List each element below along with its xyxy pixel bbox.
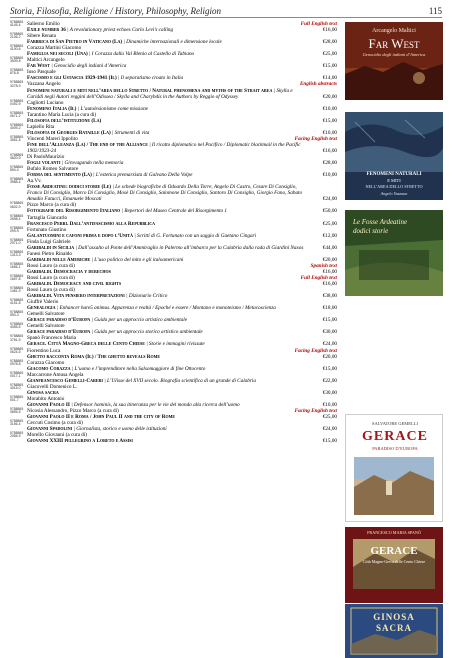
entry-title: Ginosa sacra: [27, 389, 59, 396]
entry-title: Fine dell’Alleanza (La) / The end of the Alliance: [27, 141, 148, 148]
entry-price: €10,00: [322, 172, 337, 179]
isbn-suffix: 0978-8: [10, 361, 21, 366]
isbn-prefix: 9788865: [10, 407, 24, 411]
isbn-prefix: 9788865: [10, 310, 24, 315]
isbn-suffix: 4055-5: [10, 325, 21, 330]
catalogue-entry: [10, 299, 337, 311]
entry-author: Gemelli Salvatore: [27, 311, 65, 318]
isbn-code: [10, 323, 27, 329]
entry-price: €44,00: [322, 244, 337, 251]
isbn-prefix: 9788865: [10, 177, 24, 182]
entry-price: €24,00: [322, 196, 337, 203]
isbn-code: [10, 372, 27, 378]
catalogue-entry: [10, 81, 337, 99]
isbn-code: [10, 432, 27, 438]
cover-far-west-title: Far West: [368, 36, 420, 51]
cover-gerace-title: GERACE: [362, 429, 428, 444]
isbn-suffix: 501-7: [10, 398, 19, 402]
isbn-code: [10, 45, 27, 51]
entry-title: Gerace. Città Magno-Greca delle Cento Chiese: [27, 341, 145, 348]
isbn-code: [10, 239, 27, 245]
entry-author: Vincenti Mareri Ippolito: [27, 135, 78, 142]
entry-title: Ghetto racconta Roma (Il) / The ghetto reveals Rome: [27, 353, 161, 360]
isbn-suffix: 3278-9: [10, 83, 21, 88]
cover-far-west-author: Arcangelo Maltici: [372, 28, 416, 34]
entry-author: Gemelli Salvatore: [27, 323, 65, 330]
isbn-code: [10, 299, 27, 305]
isbn-prefix: 9788865: [10, 20, 24, 24]
cover-gerace-spano-subtitle: Città Magno-Greca delle Cento Chiese: [362, 559, 426, 564]
language-tag: English abstracts: [299, 81, 337, 88]
entry-price: €15,00: [322, 117, 337, 124]
catalogue-entry: [10, 124, 337, 136]
entry-title: Francesco Perri. Dall’antifascismo alla Repubblica: [27, 220, 155, 227]
entry-author: Finda Luigi Gabriele: [27, 238, 71, 245]
entry-author: Corazza Martini Giacomo: [27, 45, 82, 52]
isbn-prefix: 9788865: [10, 56, 24, 61]
entry-price: €25,00: [322, 414, 337, 421]
cover-fenomeni-author: Angelo Vazzana: [380, 191, 408, 196]
isbn-suffix: 2971-0: [10, 240, 21, 245]
entry-description: | Dinamiche internazionali e dimensione locale: [123, 39, 222, 46]
entry-title: Fenomeno Italia (Il): [27, 105, 77, 112]
entry-author: Cagliotti Luciano: [27, 99, 64, 106]
entry-description: | L’Ulisse del XVII secolo. Biografia scientifica di un grande di Calabria: [104, 377, 256, 384]
catalogue-entry: [10, 45, 337, 57]
isbn-code: [10, 154, 27, 160]
entry-author: Bufalo Romeo Salvatore: [27, 166, 79, 173]
entry-author: Aa.Vv.: [27, 178, 42, 185]
isbn-prefix: 9788865: [10, 261, 24, 266]
entry-title: Genealogia: [27, 305, 56, 312]
catalogue-entry: [10, 275, 337, 287]
catalogue-entry: [10, 420, 337, 432]
cover-fenomeni-line2: E MITI: [387, 178, 401, 183]
catalogue-entry: [10, 432, 337, 444]
isbn-prefix: 9788865: [10, 334, 24, 339]
entry-price: €10,00: [322, 129, 337, 136]
isbn-suffix: 1656-1: [10, 264, 21, 269]
entry-description: | Girovagando nella memoria: [61, 160, 124, 167]
isbn-prefix: 9788865: [10, 134, 24, 139]
isbn-suffix: 894-4: [10, 168, 19, 173]
isbn-suffix: 0602-9: [10, 204, 21, 209]
isbn-prefix: 9788865: [10, 110, 24, 115]
cover-gerace-spano: [345, 527, 443, 603]
language-tag: Full English text: [300, 21, 337, 27]
cover-ginosa-line2: SACRA: [375, 623, 412, 633]
isbn-suffix: 2698-4: [10, 216, 21, 221]
entry-description: | Skylla e Cariddi negli Autori reggini dell’Odissea / Skylla and Charybdis in the Authors by Reggio of Odyssey: [27, 87, 293, 100]
isbn-prefix: 9788865: [10, 249, 24, 254]
entry-title: Fenomeni naturali e miti nell’area dello Stretto / Natural phenomena and myths of the Strait area: [27, 87, 273, 94]
catalogue-entry: [10, 384, 337, 396]
isbn-code: [10, 384, 27, 390]
isbn-code: [10, 166, 27, 172]
isbn-prefix: 9788865: [10, 153, 24, 158]
entry-author: Nicosia Alessandro, Pizzo Marco (a cura di): [27, 408, 119, 414]
catalogue-entry: [10, 360, 337, 372]
isbn-code: [10, 251, 27, 257]
entry-price: €15,00: [322, 438, 337, 445]
isbn-prefix: 9788865: [10, 286, 24, 291]
entry-author: Fortunato Giustino: [27, 226, 67, 233]
isbn-suffix: 0017-1: [10, 373, 21, 378]
entry-price: €20,00: [322, 93, 337, 100]
isbn-code: [10, 112, 27, 118]
cover-fenomeni-line1: FENOMENI NATURALI: [366, 172, 422, 177]
entry-title: Gerace paradiso d’Europa: [27, 329, 91, 336]
catalogue-entry: [10, 33, 337, 45]
isbn-prefix: 9788865: [10, 370, 24, 375]
entry-author: Giacovelli Domenico L.: [27, 383, 78, 390]
isbn-suffix: 876-8: [10, 71, 19, 76]
entry-title: Garibaldi nelle Americhe: [27, 256, 91, 263]
entry-title: Giovanni XXIII pellegrino a Loreto e Assisi: [27, 438, 133, 445]
entry-price: €10,00: [322, 401, 337, 408]
isbn-prefix: 9788865: [10, 298, 24, 303]
catalogue-entry: [10, 100, 337, 112]
isbn-suffix: 0492-9: [10, 101, 21, 106]
isbn-prefix: 9788865: [10, 44, 24, 49]
cover-gerace-photo: [346, 457, 443, 519]
entry-description: | Scritti di G. Fortunato con un saggio di Gaetano Cingari: [134, 232, 257, 239]
isbn-code: [10, 33, 27, 39]
cover-gerace-author: SALVATORE GEMELLI: [371, 421, 419, 426]
entry-price: €24,00: [322, 341, 337, 348]
isbn-prefix: 9788865: [10, 80, 24, 85]
catalogue-entry: [10, 239, 337, 251]
entry-description: | L’estetica premarxista di Galvano Della Volpe: [93, 172, 193, 179]
entry-price: €20,00: [322, 353, 337, 360]
entry-price: €25,00: [322, 51, 337, 58]
entry-author: Fiorentino Luca: [27, 347, 61, 354]
isbn-suffix: 4100-6: [10, 47, 21, 52]
entry-author: Sibere Renata: [27, 33, 56, 40]
entry-body: [27, 88, 337, 100]
catalogue-entry: [10, 227, 337, 239]
entry-author: Rossi Lauro (a cura di): [27, 287, 75, 294]
entry-description: | Il ricatto diplomatico nel Pacifico / Diplomatic blackmail in the Pacific 1902/1923-24: [27, 141, 301, 154]
isbn-suffix: 3781-9: [10, 337, 21, 342]
isbn-suffix: 0671-2: [10, 113, 21, 118]
language-tag: Facing English text: [294, 135, 337, 142]
entry-description: | Storie e immagini rivissute: [146, 341, 205, 348]
isbn-code: [10, 227, 27, 233]
isbn-prefix: 9788865: [10, 32, 24, 37]
isbn-suffix: 2106-2: [10, 35, 21, 40]
entry-title: Garibaldi. Vita pensiero interpretazioni: [27, 293, 125, 300]
entry-title: Garibaldi. Democracia y derechos: [27, 268, 111, 275]
entry-title: Gianfrancesco Gemelli-Careri: [27, 377, 103, 384]
entry-author: Rossi Lauro (a cura di): [27, 262, 75, 269]
catalogue-entry: [10, 396, 337, 408]
cover-fenomeni-line3: NELL’AREA DELLO STRETTO: [365, 184, 423, 189]
isbn-code: [10, 69, 27, 75]
entry-author: Lapiello Rita: [27, 123, 55, 130]
catalogue-entry: [10, 372, 337, 384]
entry-title: Garibaldi. Democracy and civil rights: [27, 281, 122, 288]
entry-title: Giovanni Paolo II: [27, 401, 70, 408]
cover-fosse-line2: dodici storie: [353, 227, 389, 235]
entry-price: €15,00: [322, 365, 337, 372]
entry-title: Galantuomini e cafoni prima e dopo l’Unità: [27, 232, 133, 239]
entry-description: | Dizionario Critico: [126, 293, 168, 300]
entry-description: | I Corazza dalla Val Blenio al Castello di Tabiano: [89, 51, 195, 58]
page-number: 115: [428, 6, 442, 16]
catalogue-entry: [10, 166, 337, 178]
entry-price: €16,00: [322, 281, 337, 288]
isbn-prefix: 9788865: [10, 237, 24, 242]
entry-author: Rossi Lauro (a cura di): [27, 274, 75, 281]
isbn-suffix: 1313-3: [10, 252, 21, 257]
entry-author: Maltici Arcangelo: [27, 57, 65, 64]
isbn-suffix: 0895-5: [10, 410, 21, 415]
entry-price: €16,00: [322, 27, 337, 34]
entry-price: €22,00: [322, 377, 337, 384]
entry-description: | L’uso politico del mito e gli italoamericani: [91, 256, 184, 263]
isbn-code: [10, 263, 27, 269]
entry-author: Salierno Emilio: [27, 21, 60, 27]
entry-title: Exile number 36: [27, 27, 66, 34]
entry-title: Gerace paradiso d’Europa: [27, 317, 91, 324]
entry-description: | A revolutionary priest echoes Carlo Levi’s calling: [67, 27, 174, 34]
entry-price: €25,00: [322, 220, 337, 227]
entry-price: €16,00: [322, 268, 337, 275]
entry-price: €16,00: [322, 147, 337, 154]
entry-price: €30,00: [322, 329, 337, 336]
entry-author: Tarantino Maria Lucia (a cura di): [27, 111, 97, 118]
isbn-code: [10, 215, 27, 221]
isbn-prefix: 9788865: [10, 213, 24, 218]
entry-title: Fabbrica di San Pietro in Vaticano (La): [27, 39, 123, 46]
entry-description: | Strumenti di vita: [112, 129, 150, 136]
entry-price: €30,00: [322, 389, 337, 396]
isbn-suffix: 3156-4: [10, 422, 21, 427]
cover-ginosa-sacra: [345, 604, 443, 658]
isbn-prefix: 9788865: [10, 382, 24, 387]
entry-title: Famiglia nei secoli (Una): [27, 51, 88, 58]
entry-title: Fotografie del Risorgimento Italiano: [27, 208, 121, 215]
isbn-suffix: 4151-8: [10, 301, 21, 306]
cover-gerace-paradiso: [345, 414, 443, 522]
isbn-suffix: 2056-9: [10, 434, 21, 439]
entry-author: Spanò Francesco Maria: [27, 335, 76, 342]
catalogue-entry: [10, 136, 337, 154]
isbn-code: [10, 100, 27, 106]
entry-price: €28,00: [322, 160, 337, 167]
isbn-code: [10, 360, 27, 366]
language-tag: Facing English text: [294, 347, 337, 354]
isbn-prefix: 9788865: [10, 225, 24, 230]
catalogue-entry: [10, 287, 337, 299]
isbn-suffix: 550-3: [10, 313, 19, 318]
isbn-code: [10, 21, 27, 27]
entry-price: €15,00: [322, 317, 337, 324]
catalogue-entry: [10, 178, 337, 202]
entry-body: [27, 438, 337, 444]
catalogue-entry: [10, 263, 337, 275]
entry-price: €18,00: [322, 305, 337, 312]
isbn-prefix: 9788865: [10, 358, 24, 363]
isbn-code: [10, 178, 27, 184]
entry-description: | Dall’assalto al Ponte dell’Ammiraglio in Palermo all’imbarco per la Calabria dalla rada di Giardini Naxos: [75, 244, 304, 251]
entry-price: €14,00: [322, 75, 337, 82]
entry-title: Fogli volanti: [27, 160, 61, 167]
isbn-prefix: 9788865: [10, 122, 24, 127]
entry-price: €15,00: [322, 63, 337, 70]
isbn-prefix: 9788865: [10, 98, 24, 103]
entry-title: Giovanni Spadolini: [27, 426, 73, 433]
isbn-suffix: 3551-8: [10, 137, 21, 142]
section-title: Storia, Filosofia, Religione / History, Philosophy, Religion: [10, 6, 221, 16]
catalogue-entry: [10, 21, 337, 33]
isbn-prefix: 9788865: [10, 346, 24, 351]
entry-price: €20,00: [322, 256, 337, 263]
entry-price: €50,00: [322, 208, 337, 215]
cover-far-west-subtitle: Genocidio degli indiani d’America: [362, 52, 426, 57]
entry-title: Fosse Ardeatine: dodici storie (Le): [27, 184, 112, 191]
entry-author: Tartaglia Giancarlo: [27, 214, 68, 221]
catalogue-entry: [10, 335, 337, 347]
catalogue-entry: [10, 323, 337, 335]
isbn-code: [10, 136, 27, 142]
isbn-suffix: 4009-2: [10, 125, 21, 130]
entry-description: | Guida per un approccio artistico ambientale: [91, 317, 187, 324]
entry-price: €24,00: [322, 426, 337, 433]
catalogue-entry: [10, 112, 337, 124]
entry-title: Far West: [27, 63, 50, 70]
isbn-prefix: 9788865: [10, 431, 24, 436]
entry-body: [27, 142, 337, 154]
isbn-suffix: 099-9: [10, 228, 19, 233]
cover-far-west: [345, 22, 443, 100]
entry-title: Filosofia dell’istituzione (La): [27, 117, 102, 124]
isbn-prefix: 9788865: [10, 165, 24, 170]
entry-author: Vazzana Angelo: [27, 81, 61, 88]
catalogue-entry: [10, 311, 337, 323]
isbn-suffix: 4145-4: [10, 23, 21, 28]
catalogue-entry: [10, 215, 337, 227]
entry-description: | Genocidio degli indiani d’America: [51, 63, 127, 70]
entry-description: | Guida per un approccio storico artistico ambientale: [91, 329, 203, 336]
entry-description: | Il separatismo croato in Italia: [118, 75, 184, 82]
entry-title: Filosofia di Georges Bataille (La): [27, 129, 111, 136]
isbn-prefix: 9788865: [10, 322, 24, 327]
entry-title: Giacomo Corazza: [27, 365, 71, 372]
isbn-code: [10, 124, 27, 130]
isbn-code: [10, 311, 27, 317]
isbn-prefix: 9788865: [10, 68, 24, 73]
cover-ginosa-line1: GINOSA: [373, 612, 415, 622]
entry-body: [27, 184, 337, 202]
isbn-suffix: 3988-4: [10, 180, 21, 185]
isbn-code: [10, 348, 27, 354]
isbn-suffix: 4015-0: [10, 385, 21, 390]
entry-author: Iuso Pasquale: [27, 69, 56, 76]
entry-description: | Defensor hominis, la sua itineranza per le vie del mondo alla ricerca dell’uomo: [71, 401, 240, 408]
entry-author: Giuffrè Valerio: [27, 299, 59, 306]
isbn-code: [10, 420, 27, 426]
entry-description: | L’uomo e l’imprenditore nella Salsomaggiore di fine Ottocento: [71, 365, 206, 372]
entry-description: | L’autolesionismo come missione: [77, 105, 148, 112]
isbn-prefix: 9788865: [10, 419, 24, 424]
cover-fosse-ardeatine: [345, 210, 443, 296]
isbn-prefix: 9788865: [10, 201, 24, 206]
entry-description: | Enhancer hare5 animus. Apparenza e realtà / Epoché e essere / Montano e monoteismo / Metacoscienza: [56, 305, 276, 312]
entry-description: | Giornalista, storico e uomo delle istituzioni: [73, 426, 167, 433]
cover-fosse-line1: Le Fosse Ardeatine: [353, 218, 408, 226]
catalogue-entry: [10, 202, 337, 214]
isbn-code: [10, 335, 27, 341]
entry-description: | Repertori del Museo Centrale del Risorgimento 1: [121, 208, 227, 215]
entry-price: €12,00: [322, 232, 337, 239]
isbn-prefix: 9788865: [10, 273, 24, 278]
cover-gerace-spano-author: FRANCESCO MARIA SPANÒ: [367, 530, 421, 535]
catalogue-entry: [10, 154, 337, 166]
isbn-code: [10, 202, 27, 208]
entry-author: Ceccuti Cosimo (a cura di): [27, 420, 83, 427]
catalogue-entry: [10, 69, 337, 81]
isbn-code: [10, 275, 27, 281]
isbn-suffix: 1481-9: [10, 289, 21, 294]
cover-gerace-spano-art: [345, 527, 443, 603]
catalogue-entry: [10, 57, 337, 69]
isbn-suffix: 4620-9: [10, 156, 21, 161]
entry-author: Morabito Antonio: [27, 395, 65, 402]
entry-title: Fascismo e gli Ustascia 1929-1941 (Il): [27, 75, 117, 82]
entry-author: Morello Giovanni (a cura di): [27, 432, 87, 439]
cover-fenomeni-naturali: [345, 112, 443, 200]
isbn-code: [10, 287, 27, 293]
isbn-prefix: 9788865: [10, 394, 24, 399]
entry-author: Corazza Giacomo: [27, 359, 65, 366]
isbn-code: [10, 57, 27, 63]
isbn-code: [10, 408, 27, 414]
header-divider: [10, 17, 442, 18]
entry-title: Giovanni Paolo II e Roma / John Paul II and the city of Rome: [27, 414, 176, 421]
isbn-suffix: 3509-8: [10, 59, 21, 64]
entry-title: Forma del sentimento (La): [27, 172, 92, 179]
catalogue-entry: [10, 251, 337, 263]
catalogue-list: [10, 21, 337, 444]
catalogue-entry: [10, 348, 337, 360]
language-tag: Full English text: [300, 274, 337, 281]
entry-price: €38,00: [322, 293, 337, 300]
entry-price: €28,00: [322, 39, 337, 46]
isbn-code: [10, 396, 27, 402]
isbn-suffix: 0624-5: [10, 349, 21, 354]
cover-gerace-spano-title: GERACE: [370, 545, 418, 557]
entry-price: €10,00: [322, 105, 337, 112]
entry-author: Di PaoloMaurizio: [27, 154, 65, 161]
isbn-suffix: 1657-8: [10, 277, 21, 282]
language-tag: Spanish text: [310, 262, 337, 269]
catalogue-entry: [10, 408, 337, 420]
entry-description: | Le schede biografiche di Odoardo Della Torre, Angelo Di Castro, Cesare Di Consiglio, Franco Di Consiglio, Marco Di Consiglio, Mosè Di Consiglio, Salomone Di Consiglio, Santoro Di Consiglio, Giorgio Fano, Sabato Amadio Fatucci, Emanuele Moscati: [27, 184, 303, 203]
isbn-code: [10, 81, 27, 87]
entry-author: Maccarrone Amusa Angela: [27, 371, 84, 378]
entry-title: Garibaldi in Sicilia: [27, 244, 75, 251]
entry-author: Fanesi Pietro Rinaldo: [27, 250, 72, 257]
language-tag: Facing English text: [294, 408, 337, 414]
entry-author: Pizzo Marco (a cura di): [27, 202, 76, 209]
cover-gerace-subtitle: PARADISO D’EUROPA: [372, 446, 418, 451]
